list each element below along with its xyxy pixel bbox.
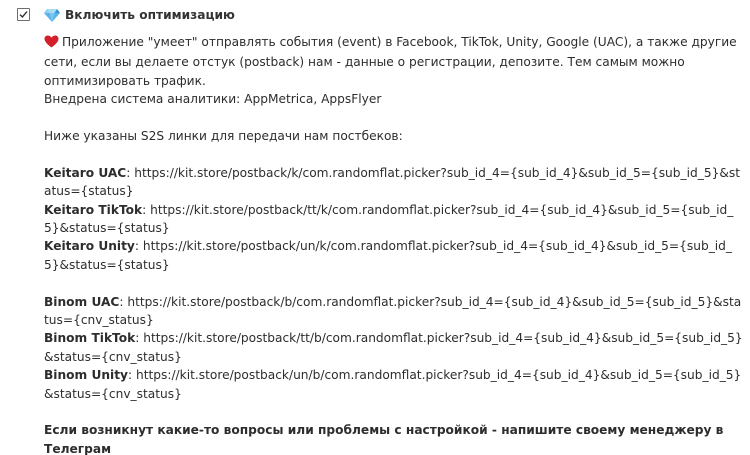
binom-unity-label: Binom Unity — [44, 368, 128, 383]
binom-unity-link: Binom Unity: https://kit.store/postback/un/b/com.randomflat.picker?sub_id_4={sub_id_4}&sub_id_5={sub_id_5}&status={cnv_status} — [44, 368, 742, 401]
binom-uac-url[interactable]: https://kit.store/postback/b/com.randomflat.picker?sub_id_4={sub_id_4}&sub_id_5={sub_id_5}&status={cnv_status} — [44, 294, 742, 328]
binom-tiktok-label: Binom TikTok — [44, 331, 136, 346]
keitaro-tiktok-url[interactable]: https://kit.store/postback/tt/k/com.randomflat.picker?sub_id_4={sub_id_4}&sub_id_5={sub_id_5}&status={status} — [44, 202, 734, 236]
keitaro-unity-url[interactable]: https://kit.store/postback/un/k/com.randomflat.picker?sub_id_4={sub_id_4}&sub_id_5={sub_id_5}&status={status} — [44, 239, 733, 272]
analytics-text: Внедрена система аналитики: AppMetrica, AppsFlyer — [44, 92, 382, 107]
intro-paragraph — [44, 33, 744, 90]
links-intro: Ниже указаны S2S линки для передачи нам постбеков: — [44, 129, 403, 144]
keitaro-uac-link: Keitaro UAC: https://kit.store/postback/k/com.randomflat.picker?sub_id_4={sub_id_4}&sub_id_5={sub_id_5}&status={status} — [44, 165, 740, 199]
heart-icon — [44, 35, 59, 53]
description-block — [44, 33, 744, 455]
keitaro-uac-label: Keitaro UAC — [44, 165, 127, 180]
support-note: Если возникнут какие-то вопросы или проблемы с настройкой - напишите своему менеджеру в Телеграм — [44, 423, 724, 455]
option-title: Включить оптимизацию — [65, 8, 235, 22]
binom-uac-label: Binom UAC — [44, 294, 120, 309]
binom-unity-url[interactable]: https://kit.store/postback/un/b/com.randomflat.picker?sub_id_4={sub_id_4}&sub_id_5={sub_id_5}&status={cnv_status} — [44, 368, 742, 401]
intro-text: Приложение "умеет" отправлять события (event) в Facebook, TikTok, Unity, Google (UAC), а также другие сети, если вы делаете отстук (postback) нам - данные о регистрации, депозите. Тем самым можно оптимизировать трафик. — [44, 35, 737, 88]
binom-uac-link: Binom UAC: https://kit.store/postback/b/com.randomflat.picker?sub_id_4={sub_id_4}&sub_id_5={sub_id_5}&status={cnv_status} — [44, 294, 742, 328]
keitaro-tiktok-label: Keitaro TikTok — [44, 202, 143, 217]
option-header — [44, 5, 235, 25]
keitaro-uac-url[interactable]: https://kit.store/postback/k/com.randomflat.picker?sub_id_4={sub_id_4}&sub_id_5={sub_id_5}&status={status} — [44, 165, 740, 199]
keitaro-tiktok-link: Keitaro TikTok: https://kit.store/postback/tt/k/com.randomflat.picker?sub_id_4={sub_id_4}&sub_id_5={sub_id_5}&status={status} — [44, 202, 734, 236]
keitaro-unity-label: Keitaro Unity — [44, 239, 135, 254]
keitaro-unity-link: Keitaro Unity: https://kit.store/postback/un/k/com.randomflat.picker?sub_id_4={sub_id_4}&sub_id_5={sub_id_5}&status={status} — [44, 239, 733, 272]
checkmark-icon — [18, 9, 29, 20]
binom-tiktok-url[interactable]: https://kit.store/postback/tt/b/com.randomflat.picker?sub_id_4={sub_id_4}&sub_id_5={sub_id_5}&status={cnv_status} — [44, 331, 743, 364]
binom-tiktok-link: Binom TikTok: https://kit.store/postback/tt/b/com.randomflat.picker?sub_id_4={sub_id_4}&sub_id_5={sub_id_5}&status={cnv_status} — [44, 331, 743, 364]
gem-icon — [44, 8, 60, 22]
enable-optimization-checkbox[interactable] — [17, 8, 30, 21]
